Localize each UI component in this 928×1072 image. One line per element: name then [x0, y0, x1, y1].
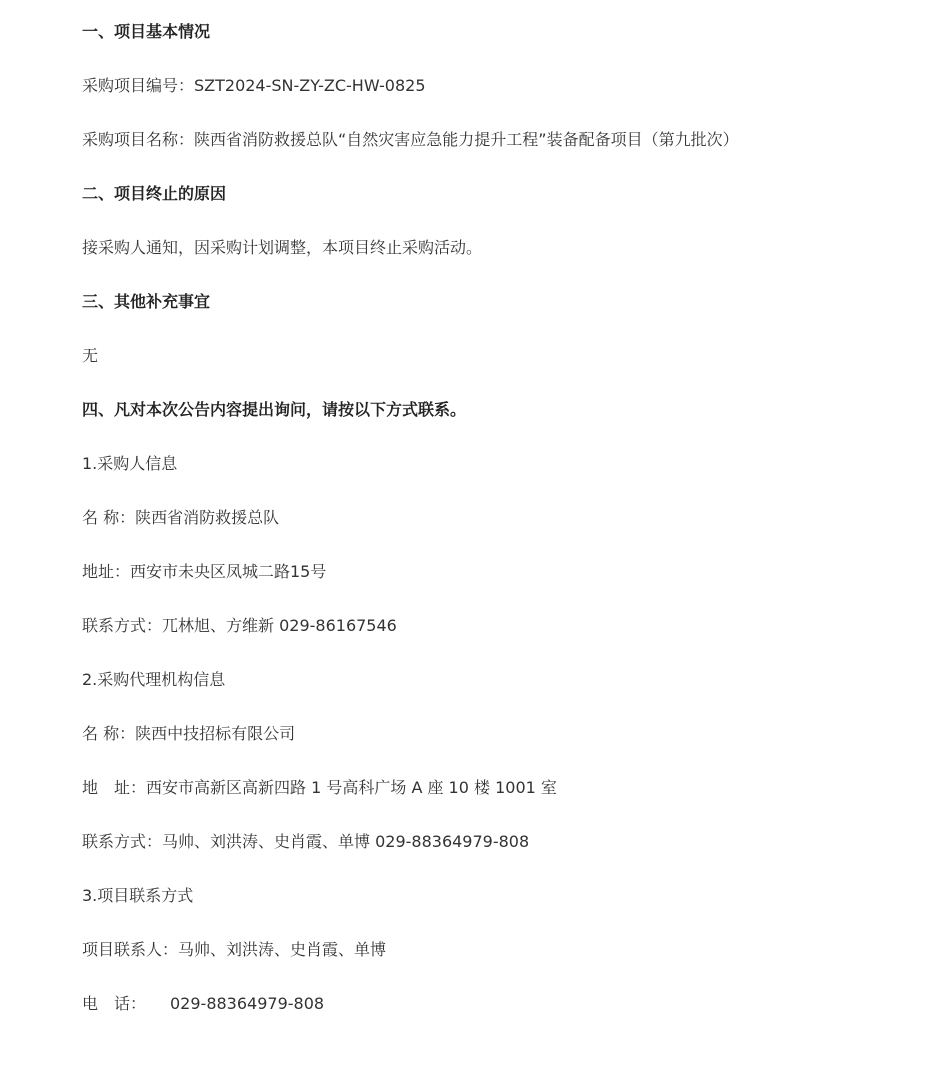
announcement-body — [82, 20, 902, 1046]
project-contact-phone: 电 话： 029-88364979-808 — [82, 994, 325, 1013]
purchaser-address: 地址：西安市未央区凤城二路15号 — [82, 562, 327, 581]
agency-address: 地 址：西安市高新区高新四路 1 号高科广场 A 座 10 楼 1001 室 — [82, 778, 557, 797]
agency-name: 名 称：陕西中技招标有限公司 — [82, 724, 296, 743]
purchaser-name: 名 称：陕西省消防救援总队 — [82, 508, 280, 527]
termination-reason: 接采购人通知，因采购计划调整，本项目终止采购活动。 — [82, 238, 483, 257]
project-name: 采购项目名称：陕西省消防救援总队“自然灾害应急能力提升工程”装备配备项目（第九批次） — [82, 130, 739, 149]
agency-info-title: 2.采购代理机构信息 — [82, 670, 226, 689]
purchaser-contact: 联系方式：兀林旭、方维新 029-86167546 — [82, 616, 397, 635]
purchaser-info-title: 1.采购人信息 — [82, 454, 178, 473]
section-heading-contact: 四、凡对本次公告内容提出询问，请按以下方式联系。 — [82, 400, 467, 419]
section-heading-basic-info: 一、项目基本情况 — [82, 22, 211, 41]
section-heading-termination-reason: 二、项目终止的原因 — [82, 184, 227, 203]
section-heading-other-matters: 三、其他补充事宜 — [82, 292, 211, 311]
agency-contact: 联系方式：马帅、刘洪涛、史肖霞、单博 029-88364979-808 — [82, 832, 530, 851]
project-number: 采购项目编号：SZT2024-SN-ZY-ZC-HW-0825 — [82, 76, 426, 95]
project-contact-title: 3.项目联系方式 — [82, 886, 194, 905]
other-matters-content: 无 — [82, 346, 99, 365]
project-contact-person: 项目联系人：马帅、刘洪涛、史肖霞、单博 — [82, 940, 387, 959]
